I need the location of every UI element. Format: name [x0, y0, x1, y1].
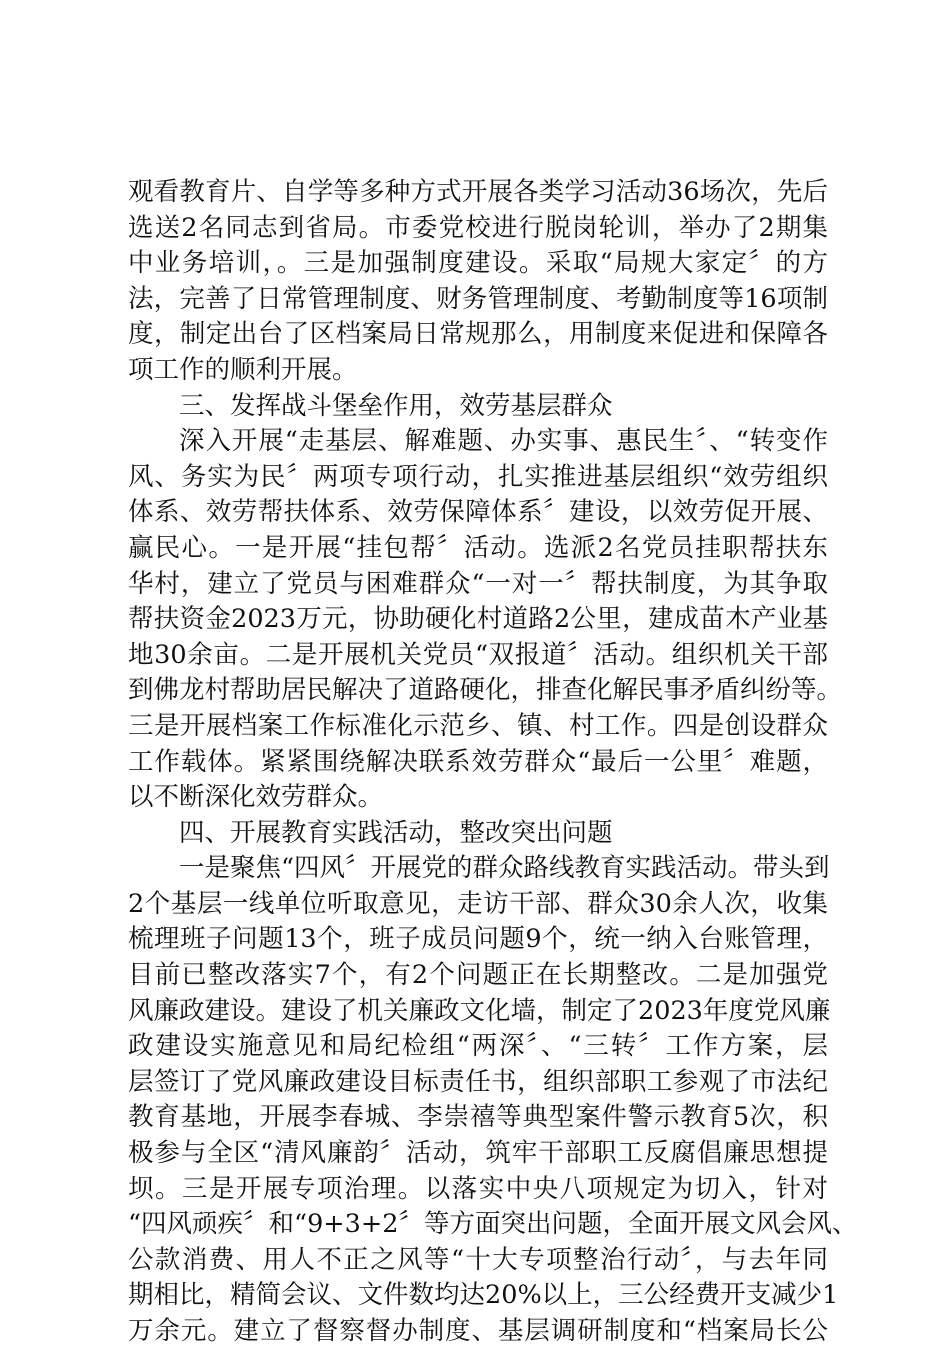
section-heading-four [128, 816, 828, 852]
text-line: 观看教育片、自学等多种方式开展各类学习活动36场次，先后 [128, 177, 828, 207]
heading-text: 四、开展教育实践活动，整改突出问题 [179, 817, 613, 848]
text-line: 2个基层一线单位听取意见，走访干部、群众30余人次，收集 [128, 888, 828, 919]
text-line: 华村，建立了党员与困难群众“一对一〞帮扶制度，为其争取 [128, 568, 828, 599]
text-line: “四风顽疾〞和“9+3+2〞等方面突出问题，全面开展文风会风、 [128, 1209, 858, 1240]
text-line: 深入开展“走基层、解难题、办实事、惠民生〞、“转变作 [179, 426, 828, 457]
text-line: 工作载体。紧紧围绕解决联系效劳群众“最后一公里〞难题， [128, 746, 828, 777]
text-line: 期相比，精简会议、文件数均达20%以上，三公经费开支减少1 [128, 1280, 839, 1311]
text-line: 法，完善了日常管理制度、财务管理制度、考勤制度等16项制 [128, 283, 828, 314]
text-line: 风廉政建设。建设了机关廉政文化墙，制定了2023年度党风廉 [128, 995, 831, 1026]
text-line: 极参与全区“清风廉韵〞活动，筑牢干部职工反腐倡廉思想提 [128, 1138, 828, 1169]
text-line: 三是开展档案工作标准化示范乡、镇、村工作。四是创设群众 [128, 710, 828, 741]
text-line: 公款消费、用人不正之风等“十大专项整治行动〞，与去年同 [128, 1244, 828, 1275]
text-line: 风、务实为民〞两项专项行动，扎实推进基层组织“效劳组织 [128, 461, 828, 492]
text-line: 赢民心。一是开展“挂包帮〞活动。选派2名党员挂职帮扶东 [128, 532, 828, 563]
paragraph-grassroots-service [128, 424, 843, 816]
text-line: 万余元。建立了督察督办制度、基层调研制度和“档案局长公 [128, 1316, 828, 1346]
text-line: 地30余亩。二是开展机关党员“双报道〞活动。组织机关干部 [128, 639, 828, 670]
text-line: 选送2名同志到省局。市委党校进行脱岗轮训，举办了2期集 [128, 212, 828, 243]
text-line: 目前已整改落实7个，有2个问题正在长期整改。二是加强党 [128, 960, 828, 991]
text-line: 梳理班子问题13个，班子成员问题9个，统一纳入台账管理， [128, 924, 828, 955]
heading-text: 三、发挥战斗堡垒作用，效劳基层群众 [179, 390, 613, 421]
text-line: 体系、效劳帮扶体系、效劳保障体系〞建设，以效劳促开展、 [128, 497, 828, 528]
text-line: 教育基地，开展李春城、李崇禧等典型案件警示教育5次，积 [128, 1102, 828, 1133]
document-body [128, 175, 858, 1350]
text-line: 层签订了党风廉政建设目标责任书，组织部职工参观了市法纪 [128, 1066, 828, 1097]
text-line: 以不断深化效劳群众。 [128, 782, 384, 813]
paragraph-study-and-rules [128, 175, 828, 389]
text-line: 坝。三是开展专项治理。以落实中央八项规定为切入，针对 [128, 1173, 828, 1204]
text-line: 政建设实施意见和局纪检组“两深〞、“三转〞工作方案，层 [128, 1031, 828, 1062]
text-line: 度，制定出台了区档案局日常规那么，用制度来促进和保障各 [128, 319, 828, 350]
section-heading-three [128, 389, 828, 425]
text-line: 到佛龙村帮助居民解决了道路硬化，排查化解民事矛盾纠纷等。 [128, 675, 843, 706]
text-line: 中业务培训，。三是加强制度建设。采取“局规大家定〞的方 [128, 248, 828, 279]
text-line: 项工作的顺利开展。 [128, 354, 358, 385]
paragraph-education-practice [128, 851, 858, 1349]
text-line: 帮扶资金2023万元，协助硬化村道路2公里，建成苗木产业基 [128, 604, 828, 635]
text-line: 一是聚焦“四风〞开展党的群众路线教育实践活动。带头到 [179, 853, 830, 884]
